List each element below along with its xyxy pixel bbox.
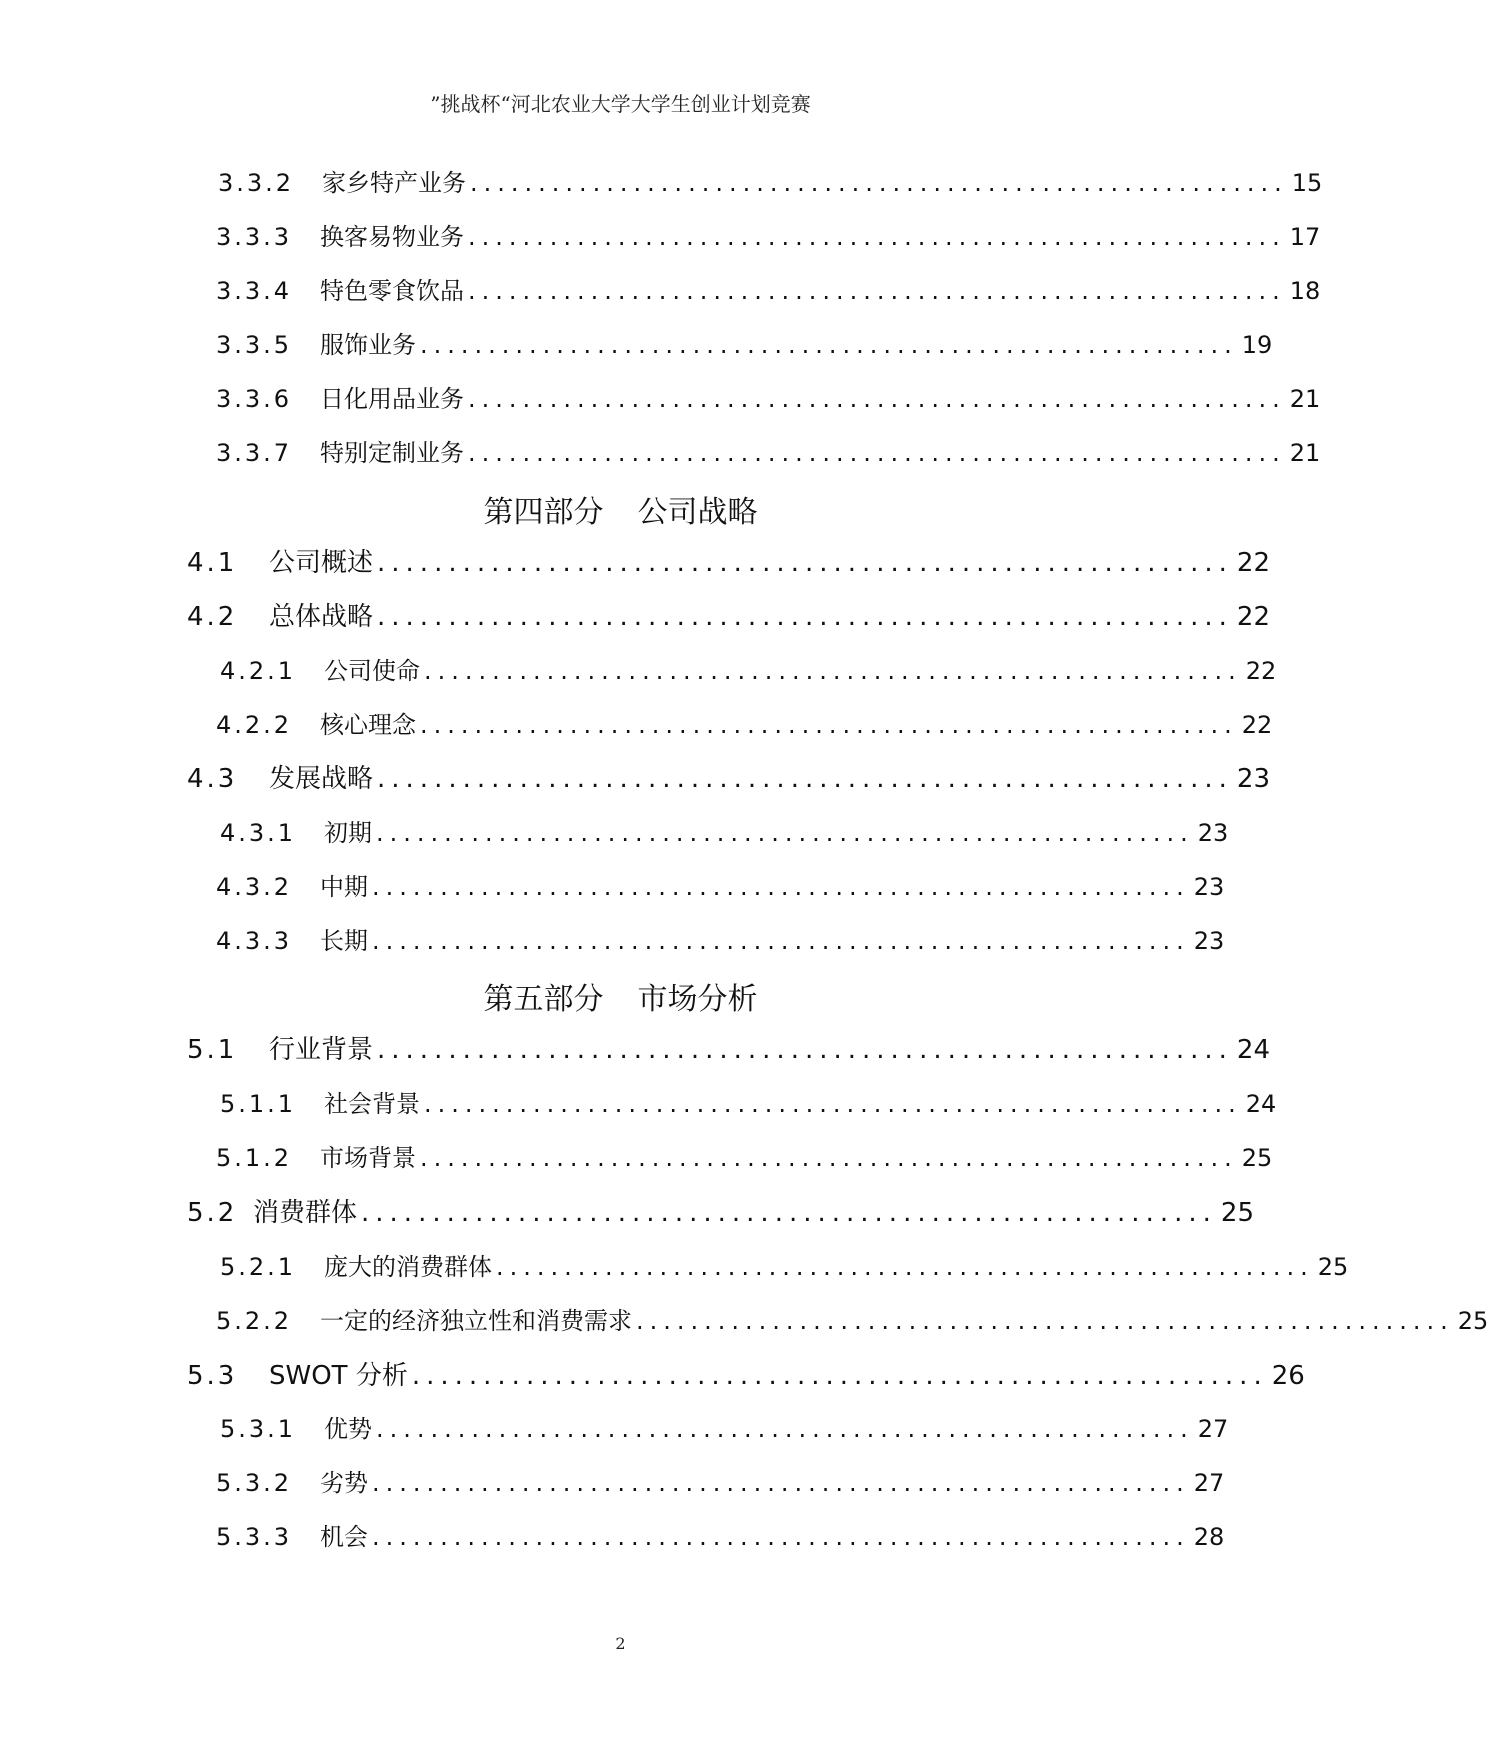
toc-page: 23	[1193, 873, 1225, 901]
toc-title: 服饰业务	[320, 331, 416, 359]
toc-leader: ............................................................	[372, 873, 1190, 901]
toc-title: 机会	[320, 1523, 368, 1551]
toc-title: 劣势	[320, 1469, 368, 1497]
toc-title: 换客易物业务	[320, 223, 464, 251]
toc-number: 3.3.4	[216, 277, 293, 305]
toc-number: 4.3	[187, 764, 238, 794]
toc-number: 5.1	[187, 1035, 238, 1065]
toc-page: 28	[1193, 1523, 1225, 1551]
toc-number: 3.3.2	[218, 169, 295, 197]
toc-number: 4.3.1	[220, 819, 297, 847]
toc-number: 4.2.2	[216, 711, 293, 739]
toc-number: 4.3.3	[216, 927, 293, 955]
toc-entry[interactable]	[216, 1463, 1225, 1498]
toc-leader: ............................................................	[377, 548, 1233, 578]
toc-entry[interactable]	[220, 1409, 1229, 1444]
section-heading	[0, 487, 1241, 531]
toc-title: 公司概述	[269, 548, 374, 578]
toc-title: 一定的经济独立性和消费需求	[320, 1307, 632, 1335]
toc-page: 25	[1457, 1307, 1488, 1335]
toc-entry[interactable]	[216, 867, 1225, 902]
toc-number: 5.1.1	[220, 1090, 297, 1118]
toc-page: 23	[1197, 819, 1229, 847]
toc-entry[interactable]	[187, 1355, 1305, 1392]
toc-title: 市场背景	[320, 1144, 416, 1172]
page-header: ”挑战杯“河北农业大学大学生创业计划竞赛	[430, 92, 811, 116]
toc-leader: ............................................................	[376, 819, 1194, 847]
toc-title: 初期	[324, 819, 372, 847]
toc-title: 优势	[324, 1415, 372, 1443]
toc-leader: ............................................................	[372, 1469, 1190, 1497]
toc-leader: ............................................................	[468, 277, 1286, 305]
toc-page: 19	[1241, 331, 1273, 359]
toc-leader: ............................................................	[377, 602, 1233, 632]
toc-number: 5.1.2	[216, 1144, 293, 1172]
toc-page: 22	[1236, 602, 1270, 632]
toc-page: 25	[1317, 1253, 1349, 1281]
toc-entry[interactable]	[216, 705, 1273, 740]
toc-leader: ............................................................	[377, 1035, 1233, 1065]
toc-page: 22	[1241, 711, 1273, 739]
toc-number: 3.3.6	[216, 385, 293, 413]
toc-number: 3.3.7	[216, 439, 293, 467]
toc-leader: ............................................................	[411, 1361, 1268, 1391]
toc-entry[interactable]	[216, 433, 1321, 468]
toc-number: 4.2	[187, 602, 238, 632]
toc-leader: ............................................................	[420, 1144, 1238, 1172]
toc-number: 5.2.2	[216, 1307, 293, 1335]
toc-leader: ............................................................	[424, 1090, 1242, 1118]
toc-entry[interactable]	[187, 542, 1270, 579]
toc-leader: ............................................................	[420, 331, 1238, 359]
toc-leader: ............................................................	[468, 439, 1286, 467]
section-part: 第五部分	[483, 982, 604, 1017]
toc-title: 家乡特产业务	[322, 169, 466, 197]
toc-entry[interactable]	[216, 217, 1321, 252]
toc-title: 特别定制业务	[320, 439, 464, 467]
toc-number: 4.1	[187, 548, 238, 578]
toc-leader: ............................................................	[376, 1415, 1194, 1443]
toc-title: 中期	[320, 873, 368, 901]
toc-leader: ............................................................	[377, 764, 1233, 794]
toc-leader: ............................................................	[470, 169, 1288, 197]
page-number: 2	[615, 1634, 626, 1653]
toc-entry[interactable]	[216, 1517, 1225, 1552]
toc-number: 4.3.2	[216, 873, 293, 901]
toc-page: 21	[1289, 385, 1321, 413]
toc-title: SWOT 分析	[269, 1361, 408, 1391]
section-part: 第四部分	[483, 495, 604, 530]
toc-number: 3.3.3	[216, 223, 293, 251]
toc-title: 特色零食饮品	[320, 277, 464, 305]
toc-page: 22	[1236, 548, 1270, 578]
toc-entry[interactable]	[216, 1301, 1488, 1336]
toc-page: 15	[1291, 169, 1323, 197]
toc-page: 23	[1193, 927, 1225, 955]
toc-title: 总体战略	[269, 602, 374, 632]
toc-number: 5.3.3	[216, 1523, 293, 1551]
toc-page: 25	[1220, 1198, 1254, 1228]
toc-title: 核心理念	[320, 711, 416, 739]
toc-entry[interactable]	[216, 379, 1321, 414]
toc-entry[interactable]	[220, 1084, 1277, 1119]
section-name: 公司战略	[637, 495, 758, 530]
toc-title: 发展战略	[269, 764, 374, 794]
toc-number: 5.3.2	[216, 1469, 293, 1497]
toc-entry[interactable]	[220, 813, 1229, 848]
toc-entry[interactable]	[187, 596, 1270, 633]
toc-title: 日化用品业务	[320, 385, 464, 413]
toc-number: 4.2.1	[220, 657, 297, 685]
toc-entry[interactable]	[220, 651, 1277, 686]
section-heading	[0, 974, 1241, 1018]
toc-page: 25	[1241, 1144, 1273, 1172]
toc-title: 行业背景	[269, 1035, 374, 1065]
toc-entry[interactable]	[216, 1138, 1273, 1173]
toc-page: 27	[1197, 1415, 1229, 1443]
toc-page: 21	[1289, 439, 1321, 467]
toc-entry[interactable]	[187, 758, 1270, 795]
toc-number: 5.2	[187, 1198, 238, 1228]
toc-entry[interactable]	[220, 1247, 1349, 1282]
toc-number: 5.3	[187, 1361, 238, 1391]
toc-entry[interactable]	[216, 271, 1321, 306]
toc-title: 公司使命	[324, 657, 420, 685]
toc-page: 27	[1193, 1469, 1225, 1497]
toc-leader: ............................................................	[424, 657, 1242, 685]
toc-number: 5.2.1	[220, 1253, 297, 1281]
toc-page: 22	[1245, 657, 1277, 685]
section-name: 市场分析	[637, 982, 758, 1017]
toc-leader: ............................................................	[372, 927, 1190, 955]
toc-leader: ............................................................	[420, 711, 1238, 739]
toc-page: 24	[1245, 1090, 1277, 1118]
toc-title: 长期	[320, 927, 368, 955]
toc-leader: ............................................................	[372, 1523, 1190, 1551]
toc-page: 26	[1271, 1361, 1305, 1391]
toc-leader: ............................................................	[468, 223, 1286, 251]
toc-leader: ............................................................	[468, 385, 1286, 413]
toc-entry[interactable]	[216, 921, 1225, 956]
toc-entry[interactable]	[218, 163, 1323, 198]
toc-page: 18	[1289, 277, 1321, 305]
toc-entry[interactable]	[187, 1029, 1270, 1066]
toc-leader: ............................................................	[496, 1253, 1314, 1281]
toc-title: 社会背景	[324, 1090, 420, 1118]
toc-leader: ............................................................	[361, 1198, 1217, 1228]
toc-entry[interactable]	[187, 1192, 1254, 1229]
toc-title: 消费群体	[253, 1198, 358, 1228]
toc-leader: ............................................................	[636, 1307, 1454, 1335]
toc-number: 5.3.1	[220, 1415, 297, 1443]
toc-title: 庞大的消费群体	[324, 1253, 492, 1281]
toc-entry[interactable]	[216, 325, 1273, 360]
toc-page: 23	[1236, 764, 1270, 794]
toc-page: 17	[1289, 223, 1321, 251]
toc-page: 24	[1236, 1035, 1270, 1065]
toc-number: 3.3.5	[216, 331, 293, 359]
